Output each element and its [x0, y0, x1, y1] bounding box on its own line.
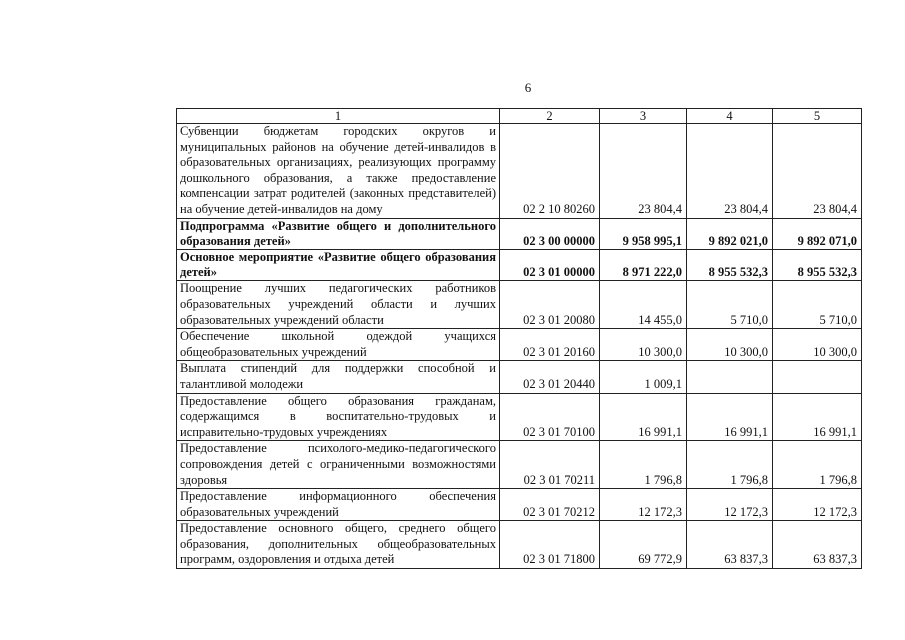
page-number: 6: [524, 80, 532, 95]
row-value-1: 23 804,4: [600, 124, 687, 219]
column-header: 3: [600, 109, 687, 124]
table-row: [177, 393, 862, 441]
header-row: [177, 109, 862, 124]
row-value-3: 10 300,0: [773, 329, 862, 361]
table-row: [177, 281, 862, 329]
row-name: Выплата стипендий для поддержки способной и талантливой молодежи: [177, 361, 500, 393]
row-value-1: 1 796,8: [600, 441, 687, 489]
row-name: Предоставление общего образования гражданам, содержащимся в воспитательно-трудовых и исправительно-трудовых учреждениях: [177, 393, 500, 441]
table-row: [177, 124, 862, 219]
row-value-3: 23 804,4: [773, 124, 862, 219]
row-name: Предоставление основного общего, среднего общего образования, дополнительных общеобразовательных программ, оздоровления и отдыха детей: [177, 521, 500, 569]
row-value-1: 10 300,0: [600, 329, 687, 361]
row-value-3: [773, 361, 862, 393]
row-value-1: 8 971 222,0: [600, 249, 687, 280]
row-value-3: 8 955 532,3: [773, 249, 862, 280]
row-value-2: 23 804,4: [687, 124, 773, 219]
row-value-2: 16 991,1: [687, 393, 773, 441]
column-header: 1: [177, 109, 500, 124]
row-value-1: 69 772,9: [600, 521, 687, 569]
column-header: 5: [773, 109, 862, 124]
budget-table: [176, 108, 862, 569]
row-code: 02 3 00 00000: [500, 218, 600, 249]
row-value-2: 1 796,8: [687, 441, 773, 489]
row-code: 02 3 01 70100: [500, 393, 600, 441]
table-row: [177, 249, 862, 280]
row-name: Подпрограмма «Развитие общего и дополнительного образования детей»: [177, 218, 500, 249]
row-code: 02 3 01 71800: [500, 521, 600, 569]
row-value-1: 12 172,3: [600, 489, 687, 521]
row-name: Поощрение лучших педагогических работников образовательных учреждений области и лучших образовательных учреждений области: [177, 281, 500, 329]
row-code: 02 2 10 80260: [500, 124, 600, 219]
row-code: 02 3 01 70211: [500, 441, 600, 489]
row-code: 02 3 01 20160: [500, 329, 600, 361]
table-row: [177, 489, 862, 521]
table-row: [177, 521, 862, 569]
row-value-2: 8 955 532,3: [687, 249, 773, 280]
table-row: [177, 218, 862, 249]
row-name: Обеспечение школьной одеждой учащихся общеобразовательных учреждений: [177, 329, 500, 361]
row-value-3: 63 837,3: [773, 521, 862, 569]
row-value-1: 1 009,1: [600, 361, 687, 393]
row-value-3: 16 991,1: [773, 393, 862, 441]
row-code: 02 3 01 70212: [500, 489, 600, 521]
row-value-3: 9 892 071,0: [773, 218, 862, 249]
row-code: 02 3 01 20080: [500, 281, 600, 329]
table-row: [177, 361, 862, 393]
row-value-2: 5 710,0: [687, 281, 773, 329]
column-header: 2: [500, 109, 600, 124]
row-value-3: 5 710,0: [773, 281, 862, 329]
row-value-2: 63 837,3: [687, 521, 773, 569]
table-row: [177, 329, 862, 361]
row-name: Субвенции бюджетам городских округов и муниципальных районов на обучение детей-инвалидов в образовательных организациях, реализующих программу дошкольного образования, а также предоставление компенсации затрат родителей (законных представителей) на обучение детей-инвалидов на дому: [177, 124, 500, 219]
row-value-3: 1 796,8: [773, 441, 862, 489]
row-value-1: 14 455,0: [600, 281, 687, 329]
row-value-2: 10 300,0: [687, 329, 773, 361]
table-row: [177, 441, 862, 489]
row-value-1: 16 991,1: [600, 393, 687, 441]
row-code: 02 3 01 00000: [500, 249, 600, 280]
row-value-2: 12 172,3: [687, 489, 773, 521]
row-value-2: [687, 361, 773, 393]
row-name: Основное мероприятие «Развитие общего образования детей»: [177, 249, 500, 280]
row-name: Предоставление психолого-медико-педагогического сопровождения детей с ограниченными возможностями здоровья: [177, 441, 500, 489]
column-header: 4: [687, 109, 773, 124]
row-value-2: 9 892 021,0: [687, 218, 773, 249]
row-name: Предоставление информационного обеспечения образовательных учреждений: [177, 489, 500, 521]
row-code: 02 3 01 20440: [500, 361, 600, 393]
row-value-3: 12 172,3: [773, 489, 862, 521]
row-value-1: 9 958 995,1: [600, 218, 687, 249]
